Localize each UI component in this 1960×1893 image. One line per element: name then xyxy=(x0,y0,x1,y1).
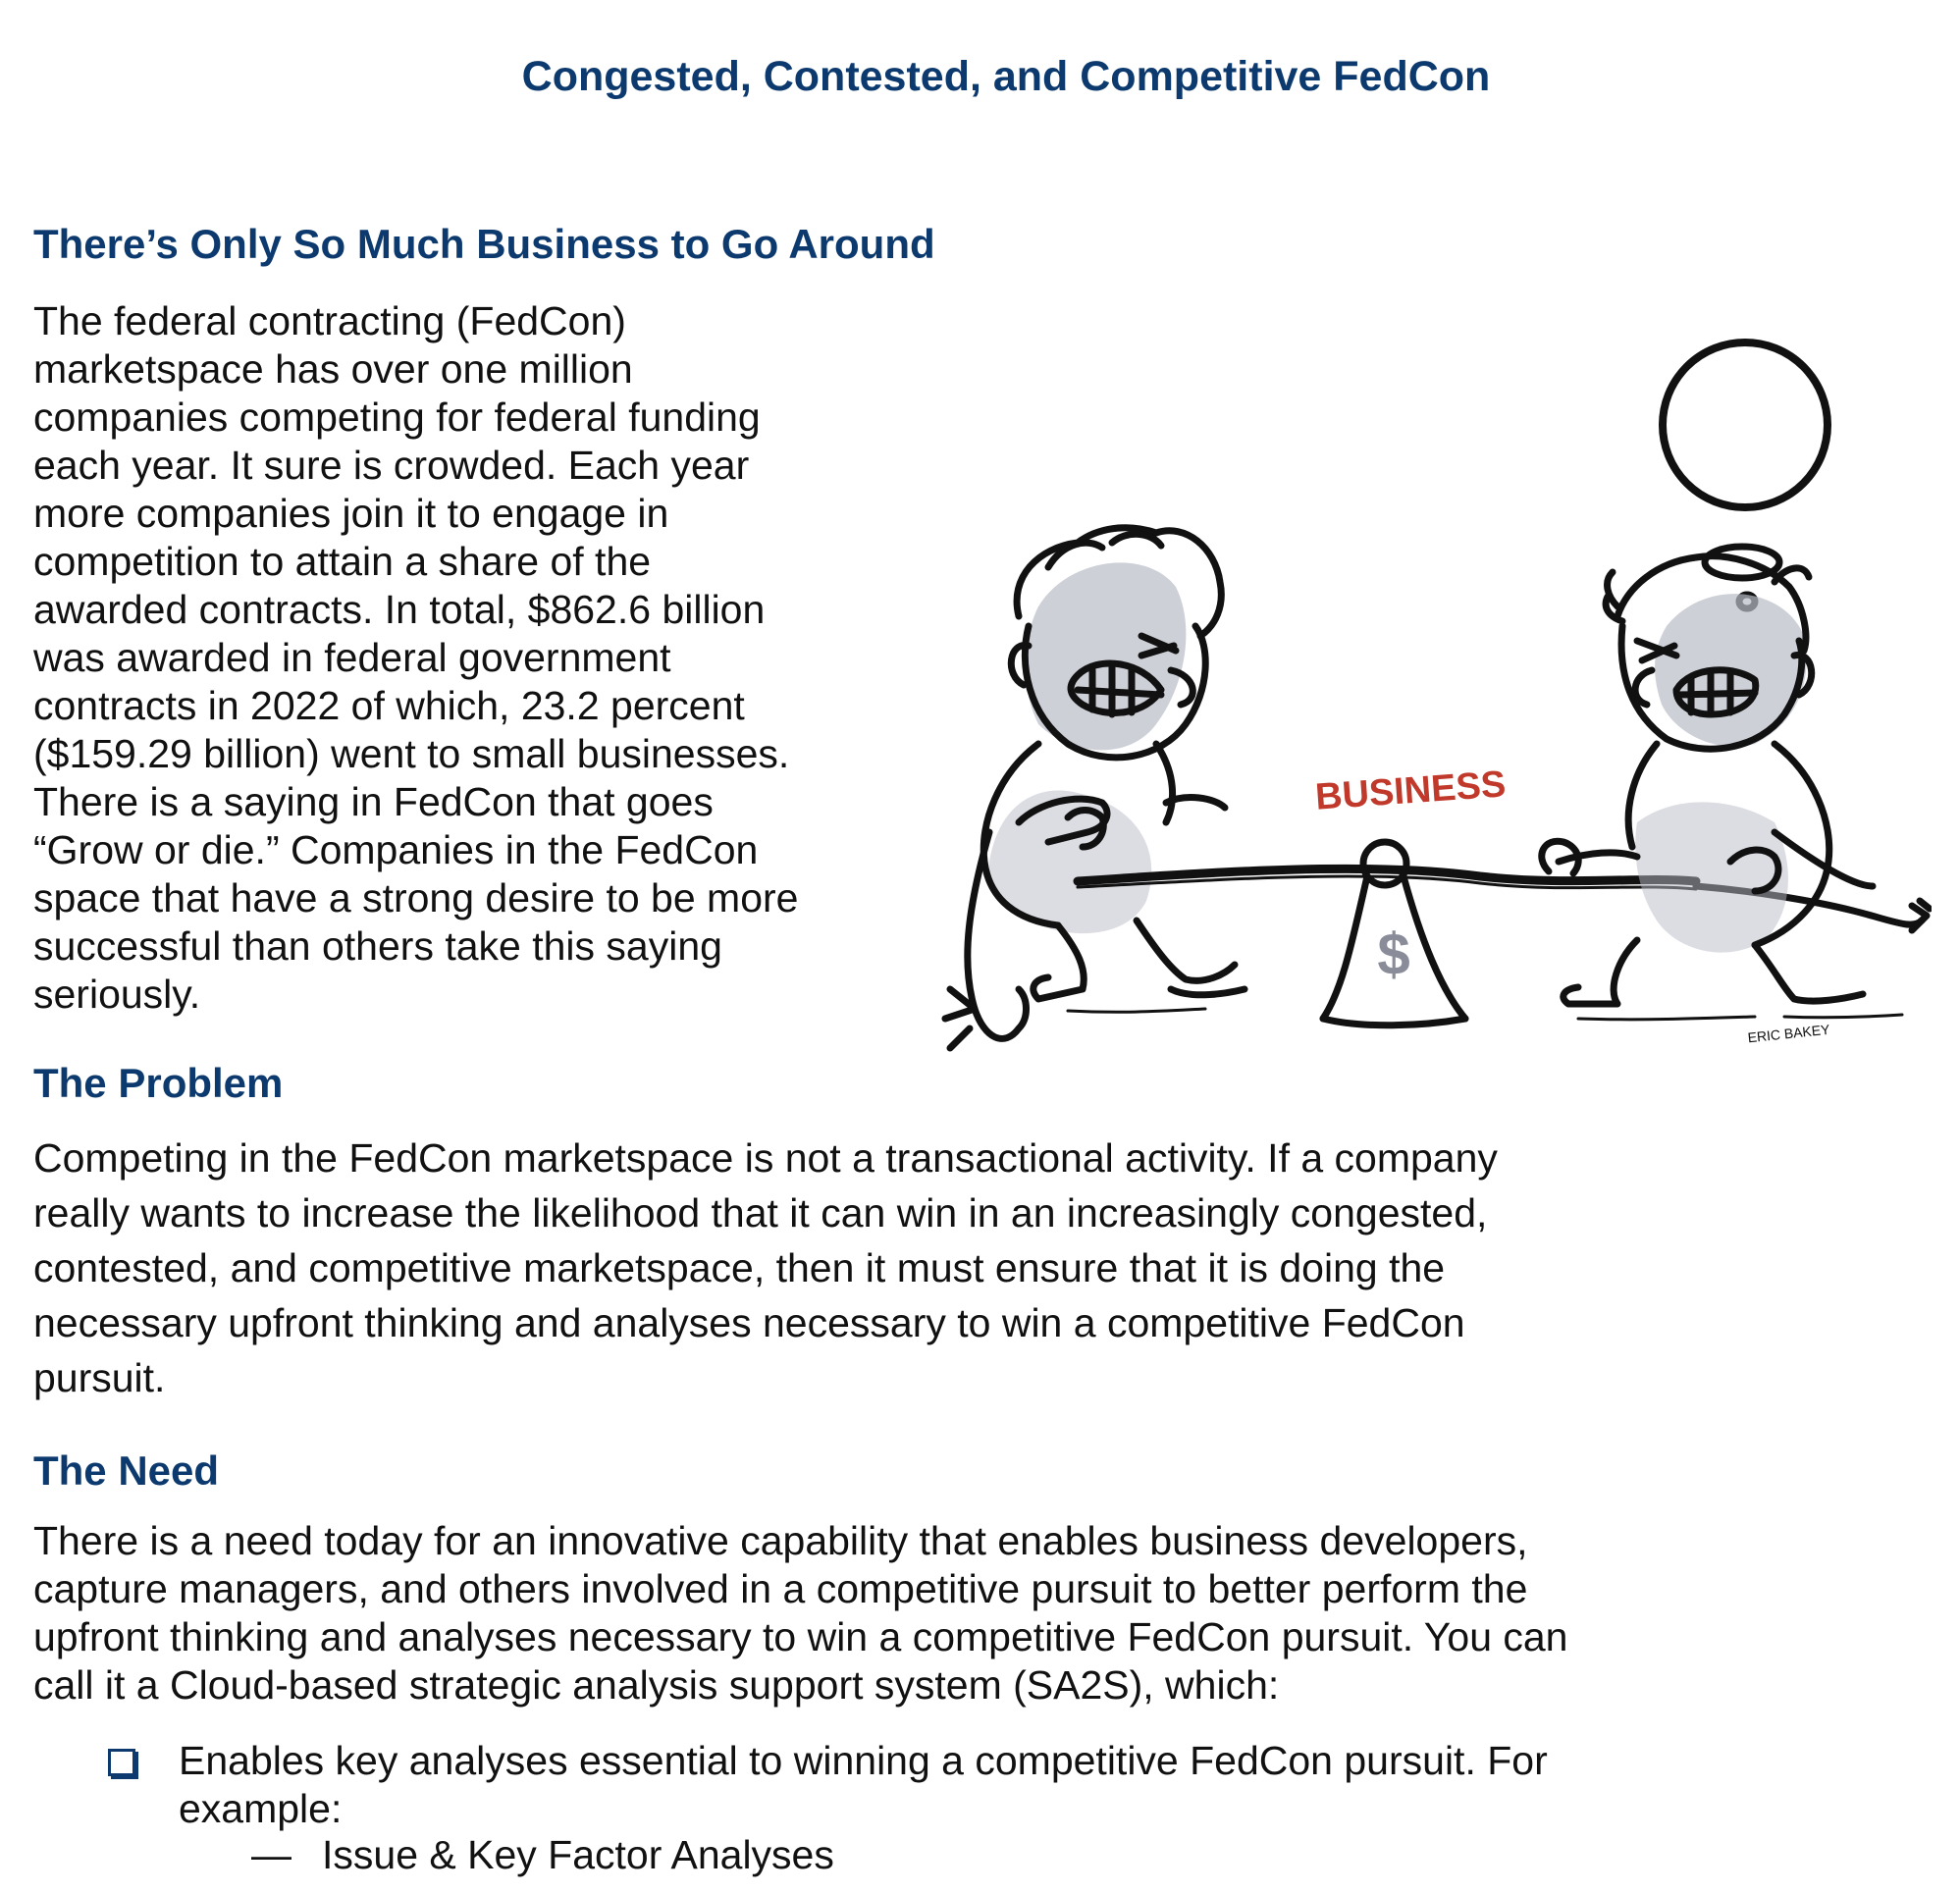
problem-line: really wants to increase the likelihood that it can win in an increasingly congested, xyxy=(33,1190,1488,1236)
need-line: call it a Cloud-based strategic analysis support system (SA2S), which: xyxy=(33,1662,1280,1708)
intro-line: “Grow or die.” Companies in the FedCon xyxy=(33,827,759,872)
need-line: upfront thinking and analyses necessary to win a competitive FedCon pursuit. You can xyxy=(33,1614,1568,1659)
business-label: BUSINESS xyxy=(1313,763,1508,818)
sub-list-item xyxy=(251,1831,834,1879)
intro-line: more companies join it to engage in xyxy=(33,491,669,536)
dash-bullet: — xyxy=(251,1832,291,1877)
intro-line: seriously. xyxy=(33,972,201,1017)
intro-line: awarded contracts. In total, $862.6 billion xyxy=(33,587,766,632)
problem-line: necessary upfront thinking and analyses necessary to win a competitive FedCon xyxy=(33,1300,1465,1345)
intro-line: marketspace has over one million xyxy=(33,346,633,392)
need-paragraph xyxy=(33,1517,1761,1709)
need-heading: The Need xyxy=(33,1447,220,1494)
thought-bubble-large xyxy=(1663,342,1828,507)
problem-line: pursuit. xyxy=(33,1355,166,1400)
need-line: There is a need today for an innovative capability that enables business developers, xyxy=(33,1518,1528,1563)
intro-line: space that have a strong desire to be more xyxy=(33,875,799,920)
intro-line: successful than others take this saying xyxy=(33,923,722,969)
bullet-text xyxy=(179,1737,1769,1833)
intro-line: contracts in 2022 of which, 23.2 percent xyxy=(33,683,745,728)
document-title: Congested, Contested, and Competitive FedCon xyxy=(521,53,1491,100)
tug-of-war-illustration xyxy=(930,312,1932,1068)
intro-line: each year. It sure is crowded. Each year xyxy=(33,443,750,488)
sub-item-text: Issue & Key Factor Analyses xyxy=(322,1832,834,1877)
tug-rope xyxy=(1078,868,1696,881)
intro-line: was awarded in federal government xyxy=(33,635,671,680)
problem-line: contested, and competitive marketspace, then it must ensure that it is doing the xyxy=(33,1245,1446,1290)
intro-line: companies competing for federal funding xyxy=(33,394,761,440)
intro-line: There is a saying in FedCon that goes xyxy=(33,779,714,824)
intro-line: competition to attain a share of the xyxy=(33,539,652,584)
problem-line: Competing in the FedCon marketspace is not a transactional activity. If a company xyxy=(33,1135,1498,1181)
artist-signature: ERIC BAKEY xyxy=(1746,1021,1831,1046)
intro-line: ($159.29 billion) went to small businesses. xyxy=(33,731,790,776)
problem-heading: The Problem xyxy=(33,1060,284,1106)
money-bag-symbol: $ xyxy=(1377,921,1410,987)
checkbox-bullet-icon xyxy=(108,1749,135,1776)
need-line: capture managers, and others involved in a competitive pursuit to better perform the xyxy=(33,1566,1528,1611)
bullet-line: Enables key analyses essential to winning a competitive FedCon pursuit. For xyxy=(179,1738,1548,1783)
intro-heading: There’s Only So Much Business to Go Around xyxy=(33,221,935,267)
problem-paragraph xyxy=(33,1131,1741,1405)
intro-line: The federal contracting (FedCon) xyxy=(33,298,626,343)
bullet-line: example: xyxy=(179,1786,343,1831)
intro-paragraph xyxy=(33,297,897,1019)
